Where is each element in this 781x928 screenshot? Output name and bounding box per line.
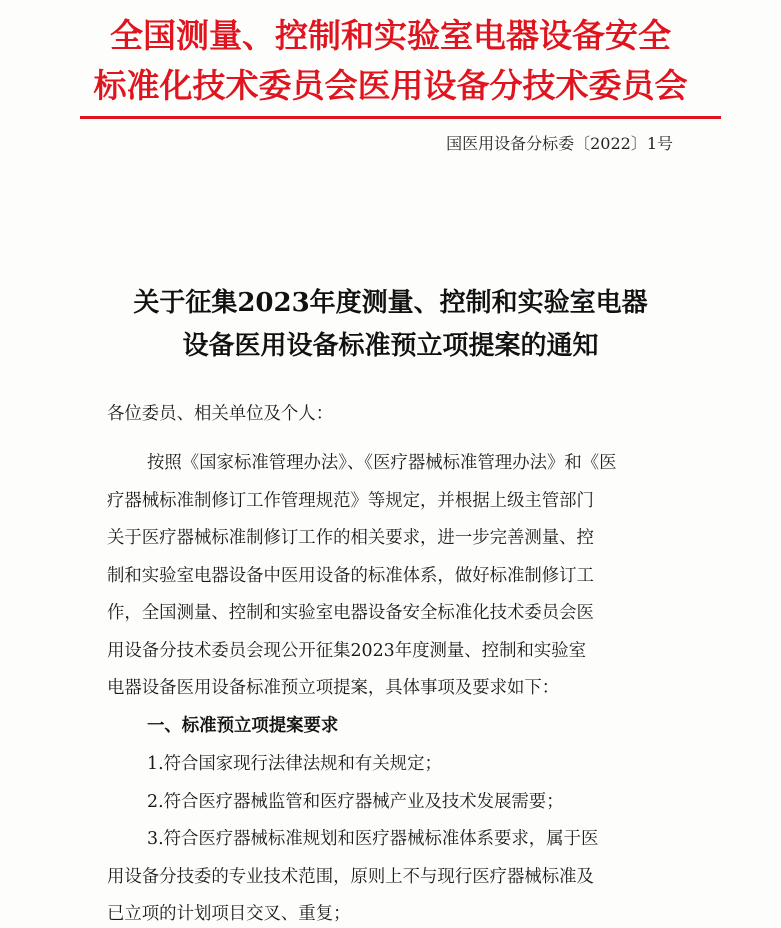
body-line: 关于医疗器械标准制修订工作的相关要求，进一步完善测量、控 xyxy=(107,528,594,548)
document-number: 国医用设备分标委〔2022〕1号 xyxy=(446,134,673,153)
requirement-item-continued: 用设备分技委的专业技术范围，原则上不与现行医疗器械标准及 xyxy=(107,867,594,887)
requirement-item: 2.符合医疗器械监管和医疗器械产业及技术发展需要； xyxy=(147,792,564,812)
notice-title-line-1: 关于征集2023年度测量、控制和实验室电器 xyxy=(133,288,648,318)
requirement-item-continued: 已立项的计划项目交叉、重复； xyxy=(107,904,351,924)
requirement-item: 1.符合国家现行法律法规和有关规定； xyxy=(147,754,442,774)
body-line: 按照《国家标准管理办法》、《医疗器械标准管理办法》和《医 xyxy=(147,453,617,473)
body-line: 作，全国测量、控制和实验室电器设备安全标准化技术委员会医 xyxy=(107,603,594,623)
body-line: 疗器械标准制修订工作管理规范》等规定，并根据上级主管部门 xyxy=(107,491,594,511)
section-heading: 一、标准预立项提案要求 xyxy=(147,716,339,736)
body-line: 制和实验室电器设备中医用设备的标准体系，做好标准制修订工 xyxy=(107,566,594,586)
notice-title-line-2: 设备医用设备标准预立项提案的通知 xyxy=(182,331,599,361)
requirement-item: 3.符合医疗器械标准规划和医疗器械标准体系要求，属于医 xyxy=(147,829,599,849)
body-line: 用设备分技术委员会现公开征集2023年度测量、控制和实验室 xyxy=(107,641,587,661)
salutation: 各位委员、相关单位及个人： xyxy=(107,404,334,424)
header-org-line-2: 标准化技术委员会医用设备分技术委员会 xyxy=(93,66,688,105)
body-line: 电器设备医用设备标准预立项提案，具体事项及要求如下： xyxy=(107,678,560,698)
header-org-line-1: 全国测量、控制和实验室电器设备安全 xyxy=(110,16,671,55)
red-divider-line xyxy=(80,116,721,119)
